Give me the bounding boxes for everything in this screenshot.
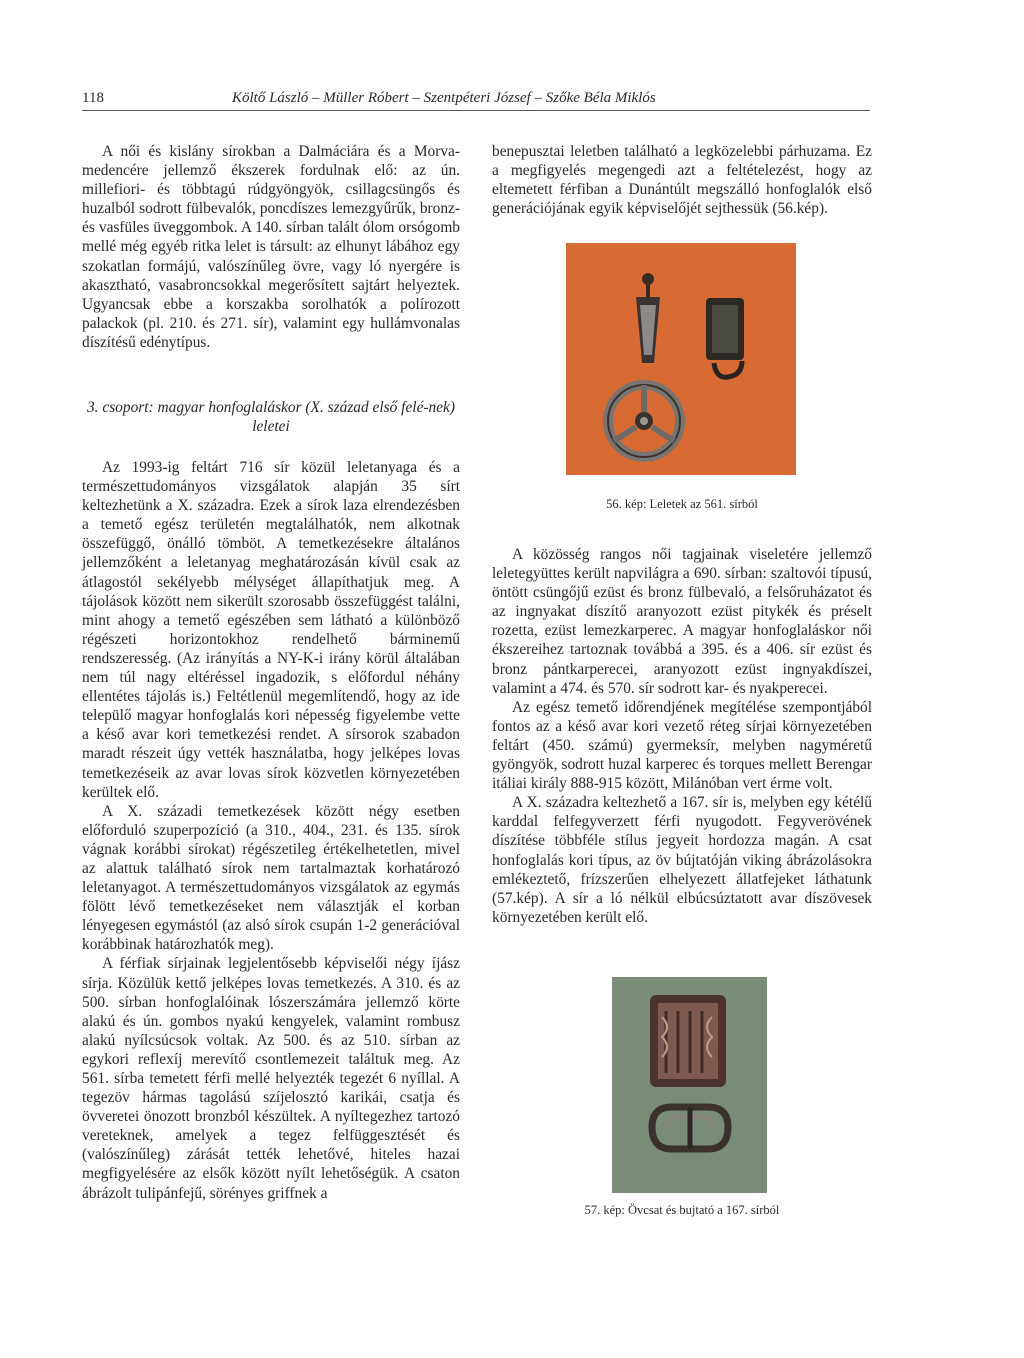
figure-57-caption: 57. kép: Övcsat és bujtató a 167. sírból: [584, 1203, 780, 1217]
paragraph: benepusztai leletben található a legközelebbi párhuzama. Ez a megfigyelés megengedi azt a feltételezést, hogy az eltemetett férfiban a Dunántúlt megszálló honfoglalók első generációjának egyik képviselőjét sejthessük (56.kép).: [492, 143, 872, 218]
artifacts-561-illustration: [566, 243, 796, 475]
page-header: [82, 88, 870, 111]
section-body: [82, 458, 460, 1203]
paragraph: A X. századra keltezhető a 167. sír is, melyben egy kétélű karddal felfegyverzett férfi nyugodott. Fegyverövének díszítése többféle stílus jegyeit hordozza magán. A csat honfoglalás kori típus, az öv bújtatóján viking ábrázolásokra emlékeztető, frízszerűen elhelyezett állatfejeket láthatunk (57.kép). A sír a ló nélkül elbúcsúztatott avar díszövesek környezetében került elő.: [492, 794, 872, 926]
paragraph: A X. századi temetkezések között négy esetben előforduló szuperpozíció (a 310., 404., 231. és 135. sírok vágnak korábbi sírokat) régészetileg értékelhetetlen, mivel az alattuk található sírok nem tartalmaztak korhatározó leletanyagot. A természettudományos vizsgálatok az egymás fölött lévő temetkezéseket nem választják el korban lényegesen egymástól (az alsó sírok csupán 1-2 generációval korábbinak határozhatók meg).: [82, 802, 460, 954]
page-number: 118: [82, 90, 104, 106]
left-column-top: [82, 142, 460, 352]
figure-56-photo: [566, 243, 796, 475]
right-column-top: [492, 142, 872, 218]
figure-56-caption: 56. kép: Leletek az 561. sírból: [606, 497, 758, 511]
figure-57-photo: [612, 977, 767, 1193]
paragraph: Az 1993-ig feltárt 716 sír közül leletanyaga és a természettudományos vizsgálatok alapján 35 sírt keltezhetünk a X. századra. Ezek a sírok laza elrendezésben a temető egész területén megtalálhatók, nem alkotnak összefüggő, önálló tömböt. A temetkezésekre általános jellemzőként a leletanyag meghatározásán kívül csak az átlagostól sekélyebb mélységet állapíthatjuk meg. A tájolások között nem sikerült szorosabb összefüggést találni, mint ahogy a temető egészében sem látható a különböző régészeti horizontokhoz rendelhető bárminemű rendszeresség. (Az irányítás a NY-K-i irány körül általában nem túl nagy eltéréssel ingadozik, s előfordul néhány ellentétes tájolás is.) Feltétlenül megemlítendő, hogy az ide települő magyar honfoglalás kori népesség figyelembe vette a késő avar kori temetkezési rendet. A sírsorok szabadon maradt részeit úgy vették használatba, hogy jelképes lovas temetkezéseik az avar lovas sírok közvetlen környezetében kerültek elő.: [82, 459, 460, 801]
buckle-and-slide-illustration: [612, 977, 767, 1193]
paragraph: A közösség rangos női tagjainak viseletére jellemző leletegyüttes került napvilágra a 690. sírban: szaltovói típusú, öntött csüngőjű ezüst és bronz fülbevaló, a felsőruházatot és az ingnyakat díszítő aranyozott ezüst pitykék és préselt rozetta, ezüst lemezkarperec. A magyar honfoglaláskor női ékszereihez tartoznak továbbá a 395. és a 406. sír ezüst és bronz pántkarperecei, aranyozott ezüst ingnyakdíszei, valamint a 474. és 570. sír sodrott kar- és nyakperecei.: [492, 546, 872, 697]
paragraph: A női és kislány sírokban a Dalmáciára és a Morva-medencére jellemző ékszerek fordulnak elő: az ún. millefiori- és többtagú rúdgyöngyök, csillagcsüngős és huzalból sodrott fülbevalók, poncdíszes lemezgyűrűk, bronz- és vasfüles üveggombok. A 140. sírban talált ólom orsógomb mellé még egyéb ritka lelet is társult: az elhunyt lábához egy szokatlan formájú, valószínűleg övre, vagy ló nyergére is akasztható, vasabroncsokkal megerősített sajtárt helyeztek. Ugyancsak ebbe a korszakba sorolhatók a polírozott palackok (pl. 210. és 271. sír), valamint egy hullámvonalas díszítésű edénytípus.: [82, 143, 460, 351]
paragraph: A férfiak sírjainak legjelentősebb képviselői négy íjász sírja. Közülük kettő jelképes lovas temetkezés. A 310. és az 500. sírban honfoglalóinak lószerszámára jellemző körte alakú és ún. gombos nyakú kengyelek, valamint rombusz alakú nyílcsúcsok voltak. Az 500. és az 510. sírban az egykori reflexíj merevítő csontlemezeit találtuk meg. Az 561. sírba temetett férfi mellé helyezték tegezét 6 nyíllal. A tegezöv hármas tagolású szíjelosztó karikái, csatja és övveretei önozott bronzból készültek. A nyíltegezhez tartozó vereteknek, amelyek a tegez felfüggesztését és (valószínűleg) zárását tették lehetővé, hiteles hazai megfigyelésére az elsők között nyílt lehetőségük. A csaton ábrázolt tulipánfejű, sörényes griffnek a: [82, 955, 460, 1202]
right-column-lower: [492, 545, 872, 927]
running-head: Költő László – Müller Róbert – Szentpéteri József – Szőke Béla Miklós: [232, 90, 656, 106]
section-heading: 3. csoport: magyar honfoglaláskor (X. század első felé-nek) leletei: [86, 399, 456, 436]
paragraph: Az egész temető időrendjének megítélése szempontjából fontos az a késő avar kori vezető réteg sírjai környezetében feltárt (450. számú) gyermeksír, melyben nagyméretű gyöngyök, sodrott huzal karperec és torques mellett Berengar itáliai király 888-915 között, Milánóban vert érme volt.: [492, 698, 872, 793]
